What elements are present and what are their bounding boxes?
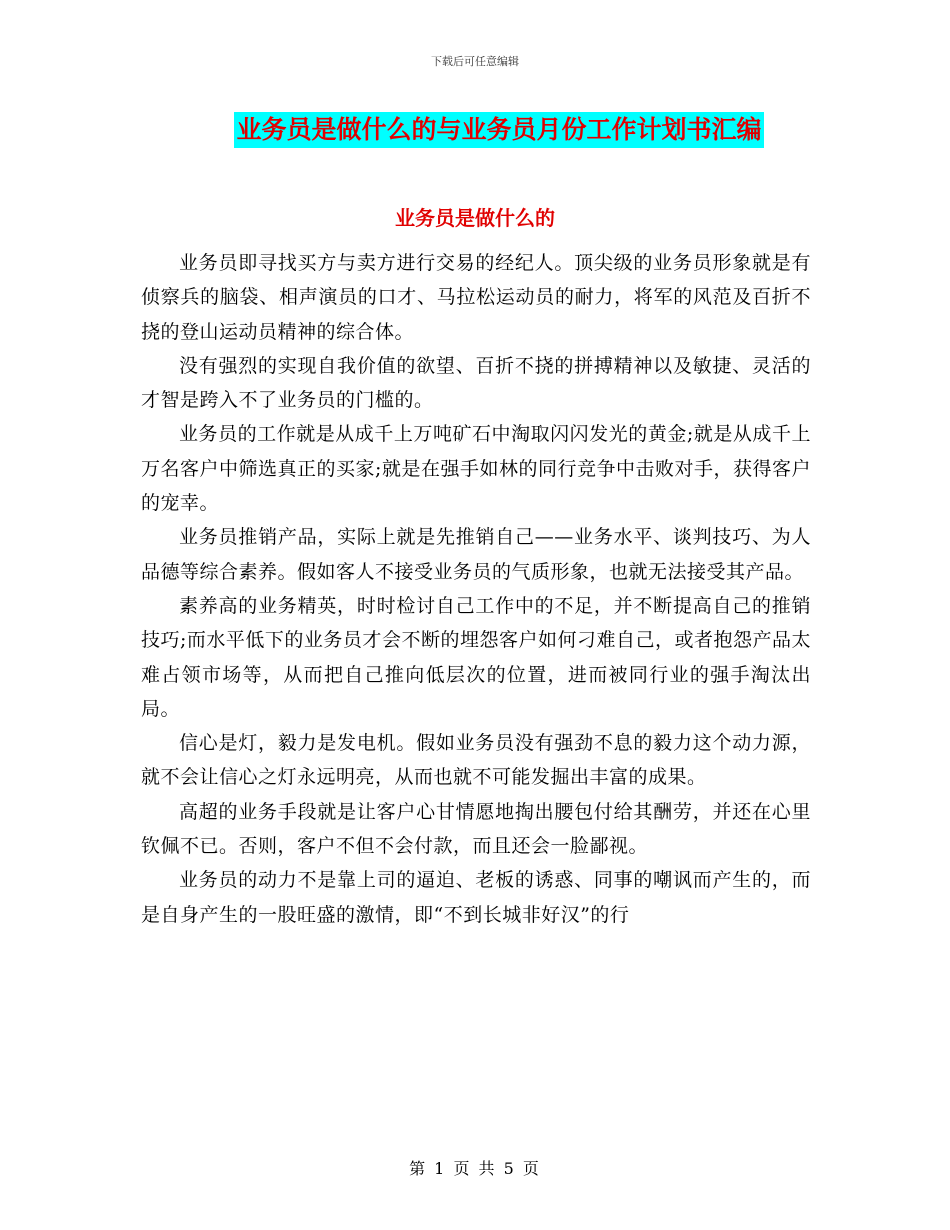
paragraph: 信心是灯，毅力是发电机。假如业务员没有强劲不息的毅力这个动力源，就不会让信心之灯永远明亮，从而也就不可能发掘出丰富的成果。 <box>141 732 811 789</box>
page-header-note: 下载后可任意编辑 <box>431 55 519 68</box>
paragraph: 没有强烈的实现自我价值的欲望、百折不挠的拼搏精神以及敏捷、灵活的才智是跨入不了业务员的门槛的。 <box>141 354 811 412</box>
section-title: 业务员是做什么的 <box>395 206 555 230</box>
paragraph: 业务员即寻找买方与卖方进行交易的经纪人。顶尖级的业务员形象就是有侦察兵的脑袋、相声演员的口才、马拉松运动员的耐力，将军的风范及百折不挠的登山运动员精神的综合体。 <box>141 252 811 343</box>
document-title: 业务员是做什么的与业务员月份工作计划书汇编 <box>234 112 763 148</box>
paragraph: 业务员推销产品，实际上就是先推销自己——业务水平、谈判技巧、为人品德等综合素养。假如客人不接受业务员的气质形象，也就无法接受其产品。 <box>141 526 811 583</box>
document-body <box>141 246 811 932</box>
page-number-footer: 第 1 页 共 5 页 <box>409 1159 541 1178</box>
paragraph: 业务员的工作就是从成千上万吨矿石中淘取闪闪发光的黄金;就是从成千上万名客户中筛选真正的买家;就是在强手如林的同行竞争中击败对手，获得客户的宠幸。 <box>141 423 811 515</box>
paragraph: 素养高的业务精英，时时检讨自己工作中的不足，并不断提高自己的推销技巧;而水平低下的业务员才会不断的埋怨客户如何刁难自己，或者抱怨产品太难占领市场等，从而把自己推向低层次的位置，进而被同行业的强手淘汰出局。 <box>141 594 811 720</box>
paragraph: 高超的业务手段就是让客户心甘情愿地掏出腰包付给其酬劳，并还在心里钦佩不已。否则，客户不但不会付款，而且还会一脸鄙视。 <box>141 800 811 858</box>
document-title-container <box>0 112 950 148</box>
paragraph: 业务员的动力不是靠上司的逼迫、老板的诱惑、同事的嘲讽而产生的，而是自身产生的一股旺盛的激情，即“不到长城非好汉”的行 <box>141 869 811 926</box>
